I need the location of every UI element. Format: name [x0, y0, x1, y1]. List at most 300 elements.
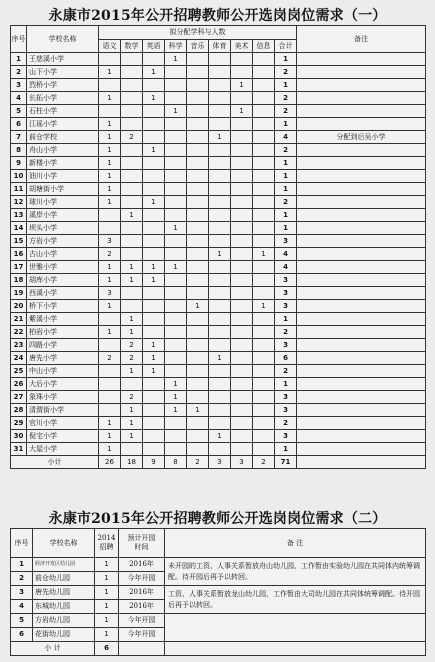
row-total: 3: [275, 391, 297, 404]
subject-count: 1: [165, 391, 187, 404]
row-number: 22: [11, 326, 27, 339]
row-remark: [297, 79, 426, 92]
subject-count: [253, 352, 275, 365]
subject-count: [165, 417, 187, 430]
subject-count: [253, 66, 275, 79]
subject-count: [143, 183, 165, 196]
subject-count: [187, 235, 209, 248]
subject-count: [187, 222, 209, 235]
subject-count: 2: [121, 391, 143, 404]
subject-count: [231, 391, 253, 404]
subject-count: 1: [143, 92, 165, 105]
subject-count: [253, 92, 275, 105]
subject-count: [165, 131, 187, 144]
subject-count: 1: [165, 222, 187, 235]
hire-count: 1: [95, 628, 119, 642]
row-number: 31: [11, 443, 27, 456]
subtotal-remark: [165, 642, 426, 656]
subject-count: 1: [231, 79, 253, 92]
row-number: 6: [11, 118, 27, 131]
subject-count: 1: [121, 326, 143, 339]
table1: [10, 25, 426, 469]
row-number: 5: [11, 614, 33, 628]
subject-count: 1: [165, 105, 187, 118]
subject-count: [121, 170, 143, 183]
row-number: 8: [11, 144, 27, 157]
subject-count: 1: [253, 248, 275, 261]
row-number: 27: [11, 391, 27, 404]
subject-count: [165, 300, 187, 313]
table2-title: 永康市2015年公开招聘教师公开选岗岗位需求（二）: [48, 511, 387, 527]
row-total: 1: [275, 79, 297, 92]
subject-count: [165, 170, 187, 183]
subject-count: [231, 378, 253, 391]
school-name: 胡库小学: [27, 274, 99, 287]
subtotal-total: 71: [275, 456, 297, 469]
kindergarten-name: 方岩幼儿园: [33, 614, 95, 628]
subject-count: [209, 79, 231, 92]
t2-header-no: 序号: [11, 529, 33, 558]
subject-count: [187, 287, 209, 300]
header-subject: 语文: [99, 40, 121, 53]
subject-count: [253, 105, 275, 118]
row-remark: [297, 417, 426, 430]
row-total: 4: [275, 131, 297, 144]
subject-count: [187, 196, 209, 209]
school-name: 中山小学: [27, 365, 99, 378]
subject-count: [121, 196, 143, 209]
row-total: 2: [275, 66, 297, 79]
row-number: 24: [11, 352, 27, 365]
row-total: 1: [275, 118, 297, 131]
kindergarten-name: 花街幼儿园: [33, 628, 95, 642]
subject-count: [99, 222, 121, 235]
subject-count: [231, 66, 253, 79]
subject-count: [209, 118, 231, 131]
t2-header-hire: 2014招聘: [95, 529, 119, 558]
subject-count: 1: [231, 105, 253, 118]
school-name: 方岩小学: [27, 235, 99, 248]
subject-count: [121, 287, 143, 300]
subject-count: [121, 105, 143, 118]
subject-count: [187, 144, 209, 157]
subject-count: [187, 313, 209, 326]
subject-count: 1: [99, 144, 121, 157]
subject-count: 1: [99, 430, 121, 443]
subject-count: [231, 313, 253, 326]
subject-count: [143, 300, 165, 313]
school-name: 烈桥小学: [27, 79, 99, 92]
subject-count: [209, 339, 231, 352]
subject-count: 1: [99, 66, 121, 79]
row-remark: [297, 235, 426, 248]
subtotal-count: 2: [187, 456, 209, 469]
table-row: [11, 339, 426, 352]
header-subject-group: 拟分配学科与人数: [99, 26, 297, 40]
row-remark: 分配到后吴小学: [297, 131, 426, 144]
table-row: [11, 183, 426, 196]
subject-count: 1: [143, 339, 165, 352]
row-total: 4: [275, 261, 297, 274]
subject-count: [187, 92, 209, 105]
subject-count: [209, 378, 231, 391]
row-total: 2: [275, 417, 297, 430]
subject-count: [165, 79, 187, 92]
subject-count: 1: [143, 196, 165, 209]
subject-count: 2: [99, 248, 121, 261]
subject-count: 3: [99, 287, 121, 300]
subject-count: [209, 365, 231, 378]
table-row: [11, 352, 426, 365]
subject-count: [231, 326, 253, 339]
header-subject: 音乐: [187, 40, 209, 53]
row-number: 3: [11, 586, 33, 600]
row-remark: [297, 183, 426, 196]
subject-count: [187, 209, 209, 222]
kindergarten-name: 前仓幼儿园: [33, 572, 95, 586]
subject-count: [99, 391, 121, 404]
subject-count: [121, 235, 143, 248]
subject-count: [121, 79, 143, 92]
row-total: 2: [275, 92, 297, 105]
subject-count: [187, 365, 209, 378]
subtotal-label: 小 计: [11, 642, 95, 656]
row-total: 2: [275, 196, 297, 209]
subject-count: 1: [209, 131, 231, 144]
row-total: 1: [275, 53, 297, 66]
subject-count: [253, 183, 275, 196]
subject-count: [231, 170, 253, 183]
row-remark: [297, 287, 426, 300]
subject-count: [209, 222, 231, 235]
subject-count: [187, 118, 209, 131]
subject-count: [253, 79, 275, 92]
subject-count: [165, 326, 187, 339]
subject-count: [165, 157, 187, 170]
subject-count: [253, 170, 275, 183]
subject-count: [231, 248, 253, 261]
row-total: 6: [275, 352, 297, 365]
subject-count: [253, 313, 275, 326]
kindergarten-name: 唐先幼儿园: [33, 586, 95, 600]
subject-count: [209, 261, 231, 274]
table-row: [11, 131, 426, 144]
table-row: [11, 196, 426, 209]
row-remark: [297, 430, 426, 443]
school-name: 球川小学: [27, 196, 99, 209]
subtotal-blank: [119, 642, 165, 656]
subject-count: [253, 287, 275, 300]
row-remark: [297, 118, 426, 131]
subject-count: 2: [121, 339, 143, 352]
table-row: [11, 105, 426, 118]
row-number: 21: [11, 313, 27, 326]
subject-count: [253, 339, 275, 352]
row-number: 2: [11, 572, 33, 586]
open-time: 2016年: [119, 558, 165, 572]
subject-count: [231, 300, 253, 313]
subject-count: [121, 157, 143, 170]
subtotal-count: 8: [165, 456, 187, 469]
row-total: 1: [275, 378, 297, 391]
subject-count: [253, 365, 275, 378]
subject-count: [253, 157, 275, 170]
row-total: 1: [275, 183, 297, 196]
subject-count: [143, 430, 165, 443]
subject-count: [253, 274, 275, 287]
row-total: 1: [275, 222, 297, 235]
subject-count: [209, 157, 231, 170]
subject-count: [99, 404, 121, 417]
row-number: 11: [11, 183, 27, 196]
subject-count: [209, 313, 231, 326]
subject-count: 1: [121, 313, 143, 326]
subject-count: 2: [99, 352, 121, 365]
school-name: 大屋小学: [27, 443, 99, 456]
subject-count: [209, 274, 231, 287]
subject-count: [99, 313, 121, 326]
subject-count: [253, 378, 275, 391]
subject-count: 1: [99, 417, 121, 430]
table-row: [11, 79, 426, 92]
subject-count: [121, 92, 143, 105]
subject-count: [165, 183, 187, 196]
row-remark: [297, 196, 426, 209]
subject-count: [231, 131, 253, 144]
subject-count: [253, 235, 275, 248]
open-time: 今年开园: [119, 628, 165, 642]
subject-count: [231, 157, 253, 170]
hire-count: 1: [95, 586, 119, 600]
table-row: [11, 118, 426, 131]
subject-count: [143, 105, 165, 118]
subject-count: 1: [143, 261, 165, 274]
table-row: [11, 222, 426, 235]
row-remark: [297, 378, 426, 391]
hire-count: 1: [95, 614, 119, 628]
table-row: [11, 614, 426, 628]
row-number: 6: [11, 628, 33, 642]
row-total: 3: [275, 235, 297, 248]
subtotal-count: 18: [121, 456, 143, 469]
row-remark: [297, 391, 426, 404]
row-total: 1: [275, 443, 297, 456]
row-remark: [297, 274, 426, 287]
header-school: 学校名称: [27, 26, 99, 53]
subject-count: [209, 170, 231, 183]
row-remark: [297, 365, 426, 378]
subtotal-count: 26: [99, 456, 121, 469]
row-total: 3: [275, 300, 297, 313]
subject-count: [121, 183, 143, 196]
subtotal-row: [11, 456, 426, 469]
table-row: [11, 430, 426, 443]
header-no: 序号: [11, 26, 27, 53]
subtotal-row: [11, 642, 426, 656]
row-total: 4: [275, 248, 297, 261]
school-name: 唐先小学: [27, 352, 99, 365]
subject-count: [99, 378, 121, 391]
subject-count: [143, 404, 165, 417]
row-remark: [297, 66, 426, 79]
school-name: 新楼小学: [27, 157, 99, 170]
school-name: 胡塘街小学: [27, 183, 99, 196]
table-row: [11, 261, 426, 274]
subject-count: 1: [143, 144, 165, 157]
open-time: 2016年: [119, 600, 165, 614]
school-name: 溪岸小学: [27, 209, 99, 222]
subject-count: [121, 378, 143, 391]
row-number: 25: [11, 365, 27, 378]
subject-count: [165, 313, 187, 326]
subject-count: [99, 209, 121, 222]
subject-count: 1: [99, 300, 121, 313]
subtotal-count: 2: [253, 456, 275, 469]
subject-count: [231, 339, 253, 352]
subject-count: [231, 365, 253, 378]
subject-count: 1: [143, 365, 165, 378]
school-name: 象珠小学: [27, 391, 99, 404]
subject-count: [231, 235, 253, 248]
remark-unopened: 未开园的工资、人事关系暂放舟山幼儿园，工作暂由实验幼儿园在共同体内统筹调配。待开园后再予以转回。: [165, 558, 426, 586]
row-remark: [297, 157, 426, 170]
hire-count: 1: [95, 558, 119, 572]
row-number: 26: [11, 378, 27, 391]
subject-count: 1: [99, 170, 121, 183]
subject-count: [209, 404, 231, 417]
row-number: 12: [11, 196, 27, 209]
subject-count: [187, 391, 209, 404]
subject-count: [253, 196, 275, 209]
subject-count: [231, 287, 253, 300]
subject-count: 1: [99, 92, 121, 105]
row-number: 15: [11, 235, 27, 248]
row-number: 23: [11, 339, 27, 352]
row-number: 28: [11, 404, 27, 417]
subject-count: 1: [143, 352, 165, 365]
subject-count: 1: [253, 300, 275, 313]
subject-count: 1: [99, 118, 121, 131]
subject-count: [165, 118, 187, 131]
subject-count: [165, 196, 187, 209]
school-name: 四路小学: [27, 339, 99, 352]
subject-count: [209, 417, 231, 430]
subject-count: [143, 235, 165, 248]
subject-count: [253, 417, 275, 430]
subject-count: [143, 53, 165, 66]
subject-count: 1: [187, 300, 209, 313]
school-name: 山下小学: [27, 66, 99, 79]
subject-count: [143, 222, 165, 235]
subject-count: 1: [165, 53, 187, 66]
subject-count: 1: [99, 196, 121, 209]
subject-count: [121, 53, 143, 66]
table-row: [11, 313, 426, 326]
subject-count: [187, 66, 209, 79]
school-name: 油川小学: [27, 170, 99, 183]
subject-count: [187, 430, 209, 443]
table-row: [11, 404, 426, 417]
subject-count: [187, 378, 209, 391]
subject-count: [99, 79, 121, 92]
subject-count: [187, 339, 209, 352]
open-time: 今年开园: [119, 572, 165, 586]
subject-count: [165, 274, 187, 287]
subject-count: [165, 365, 187, 378]
subject-count: [209, 300, 231, 313]
subject-count: [143, 443, 165, 456]
row-remark: [297, 352, 426, 365]
school-name: 倪宅小学: [27, 430, 99, 443]
row-number: 5: [11, 105, 27, 118]
table-row: [11, 391, 426, 404]
subject-count: 1: [143, 274, 165, 287]
subject-count: [121, 222, 143, 235]
row-number: 13: [11, 209, 27, 222]
subject-count: [209, 287, 231, 300]
row-number: 19: [11, 287, 27, 300]
row-number: 1: [11, 53, 27, 66]
hire-count: 1: [95, 572, 119, 586]
subject-count: [143, 313, 165, 326]
school-name: 西溪小学: [27, 287, 99, 300]
table-row: [11, 287, 426, 300]
subject-count: [231, 274, 253, 287]
subject-count: [253, 404, 275, 417]
table2: [10, 528, 426, 656]
row-total: 2: [275, 365, 297, 378]
subject-count: [209, 391, 231, 404]
kindergarten-name: 経济开发区幼儿园: [33, 558, 95, 572]
subject-count: [253, 261, 275, 274]
school-name: 石柱小学: [27, 105, 99, 118]
header-subject: 信息: [253, 40, 275, 53]
subject-count: [187, 157, 209, 170]
school-name: 古山小学: [27, 248, 99, 261]
subject-count: 1: [99, 183, 121, 196]
subject-count: 1: [121, 404, 143, 417]
row-remark: [297, 170, 426, 183]
subject-count: 2: [121, 131, 143, 144]
subject-count: [187, 53, 209, 66]
subject-count: 1: [99, 157, 121, 170]
school-name: 柏岩小学: [27, 326, 99, 339]
school-name: 前仓学校: [27, 131, 99, 144]
subject-count: 1: [99, 274, 121, 287]
row-number: 30: [11, 430, 27, 443]
row-total: 2: [275, 105, 297, 118]
subject-count: 1: [121, 417, 143, 430]
subject-count: [143, 287, 165, 300]
subject-count: [253, 209, 275, 222]
row-number: 17: [11, 261, 27, 274]
subject-count: [121, 144, 143, 157]
subject-count: [187, 170, 209, 183]
table-row: [11, 92, 426, 105]
row-number: 9: [11, 157, 27, 170]
row-number: 3: [11, 79, 27, 92]
subject-count: [231, 183, 253, 196]
subject-count: [165, 66, 187, 79]
school-name: 桥下小学: [27, 300, 99, 313]
subject-count: 1: [209, 430, 231, 443]
subject-count: 1: [99, 443, 121, 456]
subject-count: [231, 352, 253, 365]
subject-count: [143, 378, 165, 391]
subject-count: [253, 222, 275, 235]
row-number: 29: [11, 417, 27, 430]
school-name: 长拓小学: [27, 92, 99, 105]
